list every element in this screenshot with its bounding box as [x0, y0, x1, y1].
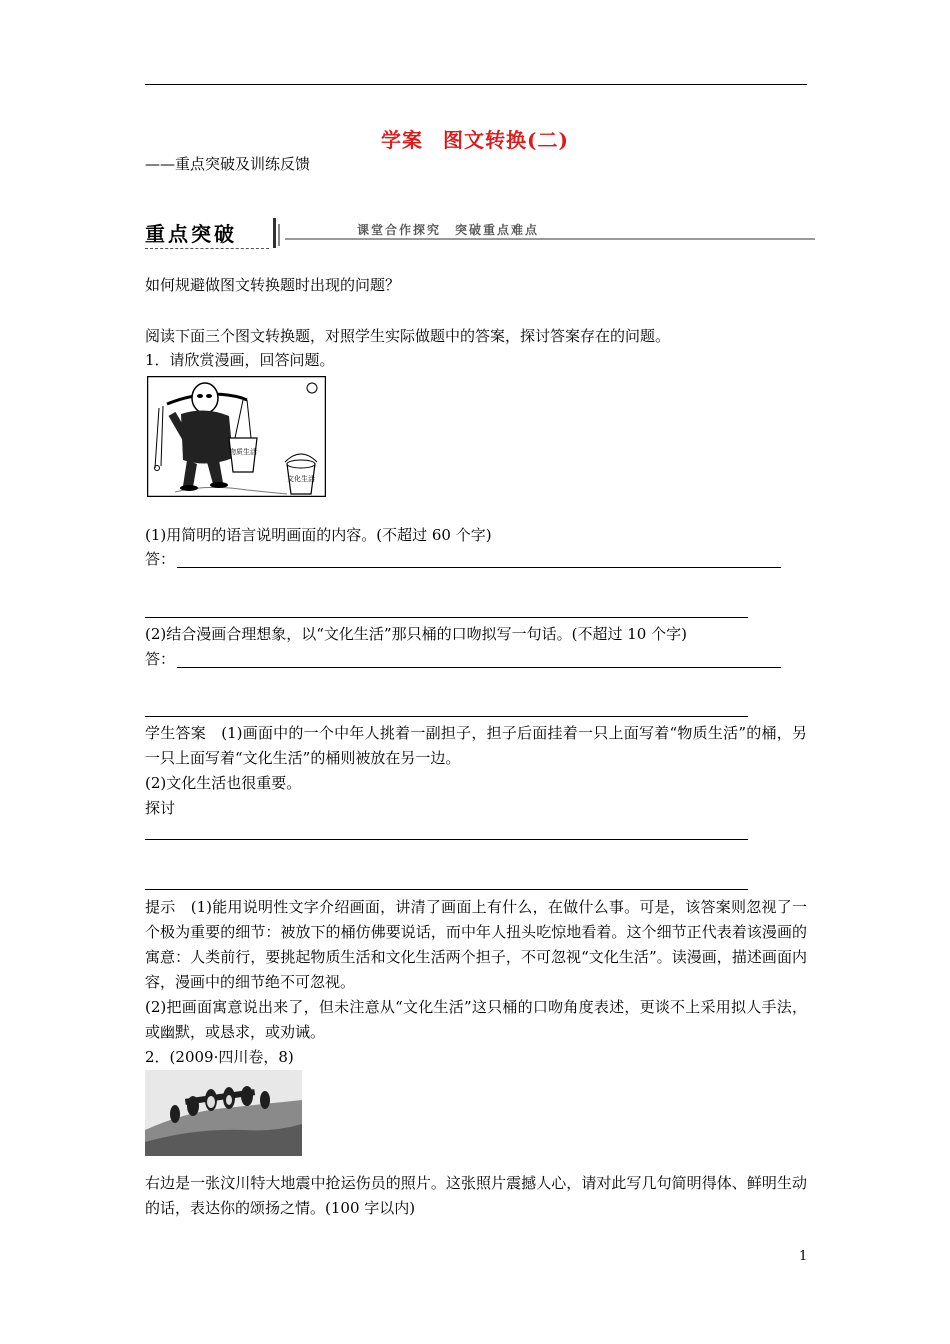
discuss-label: 探讨 [145, 799, 176, 817]
student-answer-2: (2)文化生活也很重要。 [145, 774, 302, 792]
intro-text: 阅读下面三个图文转换题，对照学生实际做题中的答案，探讨答案存在的问题。 [145, 327, 671, 345]
discuss-line-1 [145, 839, 748, 840]
answer-line-2a [177, 667, 781, 668]
page-number: 1 [799, 1249, 808, 1264]
banner-right-label: 课堂合作探究 突破重点难点 [357, 223, 540, 237]
question-2-text: 右边是一张汶川特大地震中抢运伤员的照片。这张照片震撼人心，请对此写几句简明得体、鲜明生动的话，表达你的颂扬之情。(100 字以内) [145, 1174, 807, 1217]
question-1-2: (2)结合漫画合理想象，以“文化生活”那只桶的口吻拟写一句话。(不超过 10 个字) [145, 625, 687, 643]
cartoon-image [147, 376, 326, 497]
title-part-b: 图文转换(二) [443, 128, 569, 152]
question-1: 1．请欣赏漫画，回答问题。 [145, 351, 335, 369]
main-question: 如何规避做图文转换题时出现的问题？ [145, 276, 401, 294]
bucket-label-culture: 文化生活 [287, 475, 315, 483]
question-2: 2．(2009·四川卷，8) [145, 1048, 294, 1066]
answer-label-2: 答： [145, 650, 176, 668]
banner-underline [145, 248, 269, 249]
banner-left-label: 重点突破 [145, 222, 237, 246]
page-title [0, 124, 950, 153]
header-rule [145, 84, 807, 85]
question-1-1: (1)用简明的语言说明画面的内容。(不超过 60 个字) [145, 526, 492, 544]
student-answer-1: 学生答案 (1)画面中的一个中年人挑着一副担子，担子后面挂着一只上面写着“物质生活”的桶，另一只上面写着“文化生活”的桶则被放在另一边。 [145, 724, 807, 767]
answer-label-1: 答： [145, 550, 176, 568]
discuss-line-2 [145, 889, 748, 890]
page-subtitle: ——重点突破及训练反馈 [145, 155, 311, 173]
bucket-label-material: 物质生活 [229, 448, 257, 456]
answer-line-1a [177, 567, 781, 568]
hint-paragraph-1: 提示 (1)能用说明性文字介绍画面，讲清了画面上有什么，在做什么事。可是，该答案则忽视了一个极为重要的细节：被放下的桶仿佛要说话，而中年人扭头吃惊地看着。这个细节正代表着该漫画的寓意：人类前行，要挑起物质生活和文化生活两个担子，不可忽视“文化生活”。读漫画，描述画面内容，漫画中的细节绝不可忽视。 [145, 898, 807, 991]
banner-divider [273, 218, 276, 248]
answer-line-1b [145, 617, 748, 618]
banner-rule [285, 238, 815, 240]
title-part-a: 学案 [381, 128, 424, 152]
section-banner [145, 216, 815, 252]
hint-paragraph-2: (2)把画面寓意说出来了，但未注意从“文化生活”这只桶的口吻角度表述，更谈不上采用拟人手法，或幽默，或恳求，或劝诫。 [145, 998, 807, 1041]
answer-line-2b [145, 716, 748, 717]
banner-divider-thin [278, 224, 280, 246]
earthquake-photo [145, 1070, 302, 1156]
